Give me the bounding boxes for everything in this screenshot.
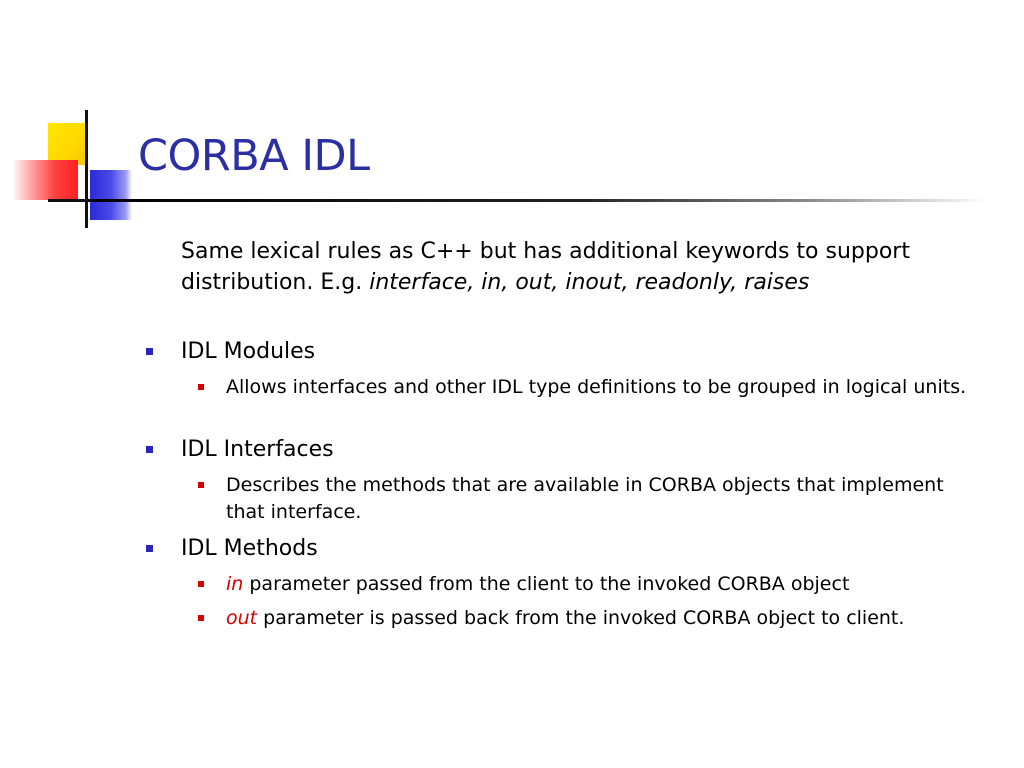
- sub-bullet-text: Describes the methods that are available in CORBA objects that implement that interface.: [226, 474, 944, 523]
- square-bullet-icon: [198, 384, 204, 390]
- keyword-out: out: [226, 607, 258, 629]
- sub-bullet-text: parameter is passed back from the invoked CORBA object to client.: [257, 607, 905, 629]
- bullet-idl-methods: [181, 533, 318, 564]
- square-bullet-icon: [146, 446, 153, 453]
- bullet-heading: IDL Modules: [181, 339, 316, 364]
- sub-bullet-out-parameter: [226, 605, 976, 632]
- blue-square-decoration: [90, 170, 132, 220]
- square-bullet-icon: [198, 581, 204, 587]
- bullet-heading: IDL Methods: [181, 536, 318, 561]
- logo-vertical-line: [85, 110, 88, 228]
- intro-keywords: interface, in, out, inout, readonly, raises: [369, 270, 810, 295]
- sub-bullet-interfaces-description: [226, 472, 976, 526]
- red-square-decoration: [12, 160, 78, 200]
- sub-bullet-text: Allows interfaces and other IDL type definitions to be grouped in logical units.: [226, 376, 967, 398]
- bullet-idl-interfaces: [181, 434, 334, 465]
- bullet-heading: IDL Interfaces: [181, 437, 334, 462]
- square-bullet-icon: [146, 348, 153, 355]
- square-bullet-icon: [146, 545, 153, 552]
- intro-text: Same lexical rules as C++ but has additional keywords to support distribution. E.g.: [181, 239, 910, 295]
- sub-bullet-modules-description: [226, 374, 976, 401]
- sub-bullet-text: parameter passed from the client to the invoked CORBA object: [243, 573, 850, 595]
- slide-logo: [0, 0, 140, 240]
- sub-bullet-in-parameter: [226, 571, 976, 598]
- square-bullet-icon: [198, 615, 204, 621]
- title-underline: [88, 199, 988, 202]
- square-bullet-icon: [198, 482, 204, 488]
- yellow-square-decoration: [48, 123, 88, 165]
- intro-paragraph: [181, 236, 961, 298]
- bullet-idl-modules: [181, 336, 315, 367]
- keyword-in: in: [226, 573, 244, 595]
- slide-title: CORBA IDL: [138, 131, 370, 181]
